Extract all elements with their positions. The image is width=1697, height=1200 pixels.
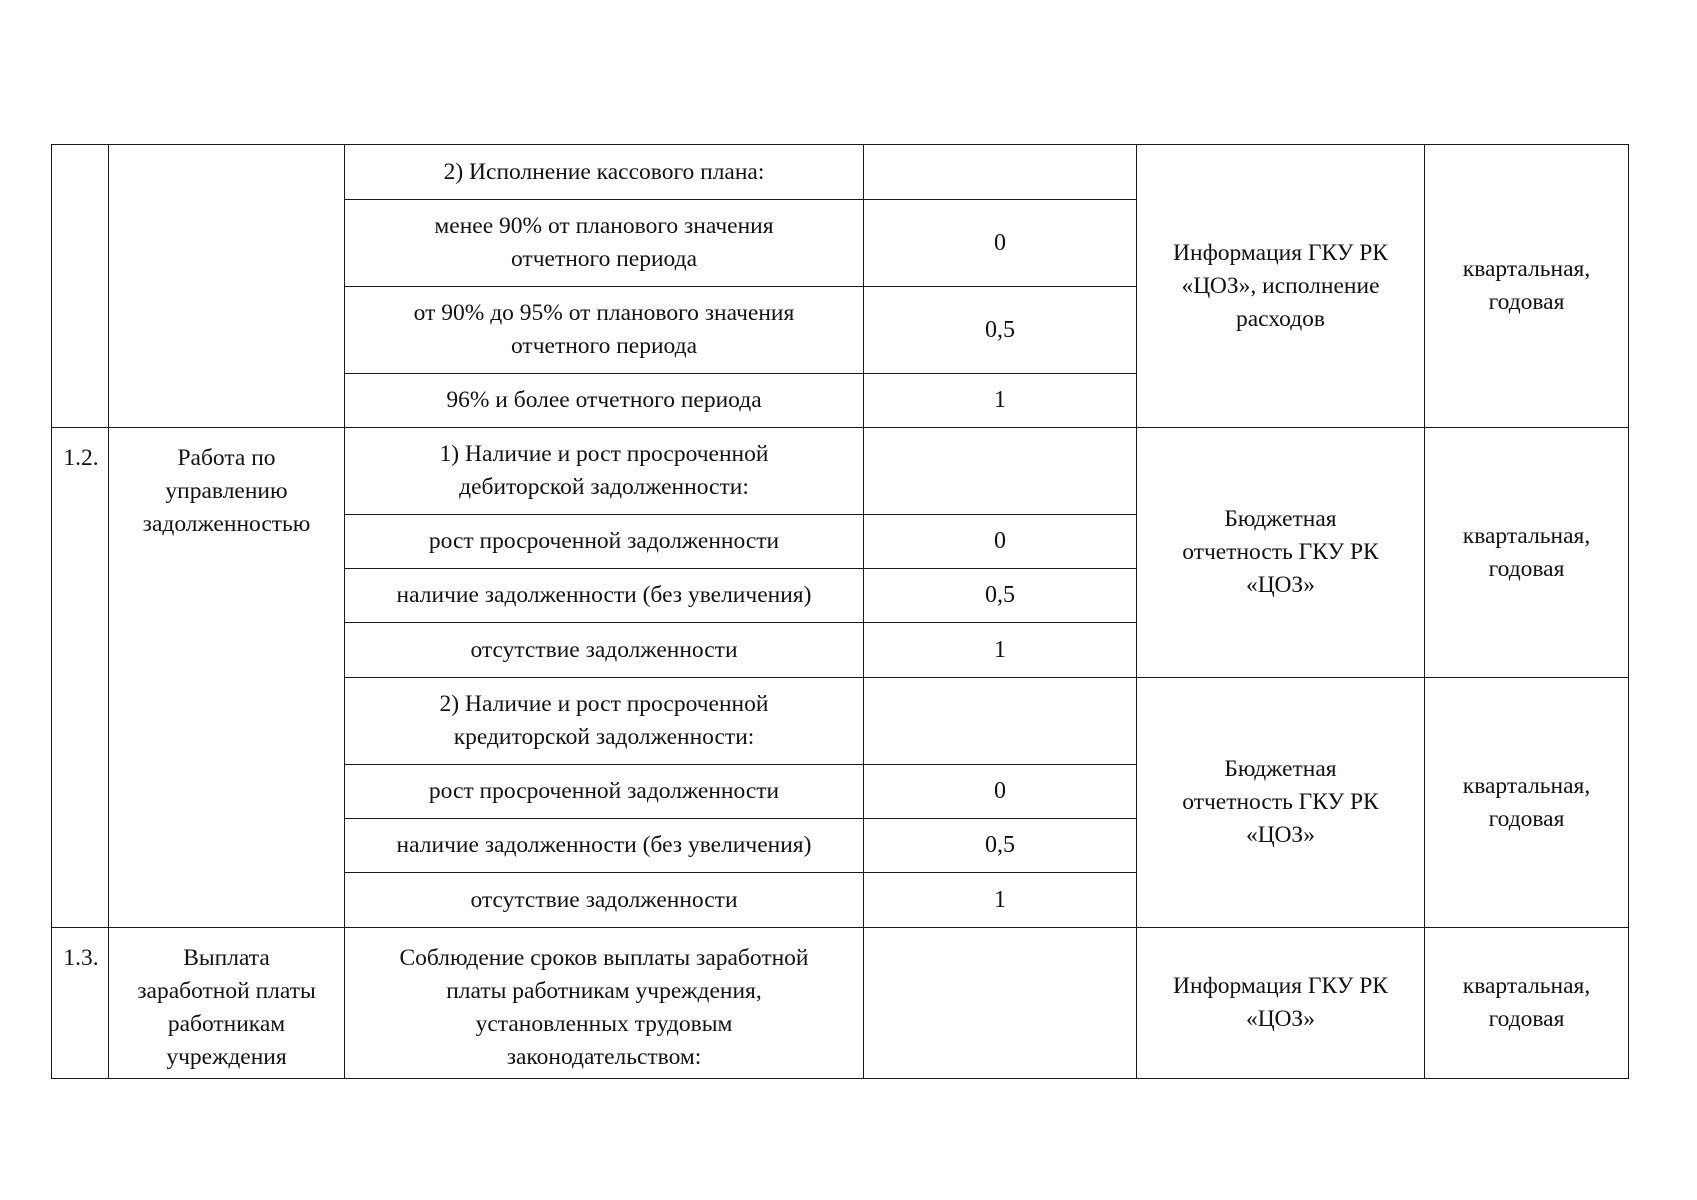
periodicity-cell: квартальная, годовая (1425, 145, 1629, 428)
source-cell: Бюджетная отчетность ГКУ РК «ЦОЗ» (1137, 678, 1425, 928)
item-name-cell (109, 145, 345, 428)
criterion-cell: отсутствие задолженности (345, 623, 864, 678)
criterion-cell: рост просроченной задолженности (345, 765, 864, 819)
table-row (52, 428, 1629, 515)
score-cell: 0,5 (864, 569, 1137, 623)
score-cell (864, 928, 1137, 1079)
source-cell: Бюджетная отчетность ГКУ РК «ЦОЗ» (1137, 428, 1425, 678)
source-cell: Информация ГКУ РК «ЦОЗ» (1137, 928, 1425, 1079)
criterion-cell: наличие задолженности (без увеличения) (345, 819, 864, 873)
criterion-cell: рост просроченной задолженности (345, 515, 864, 569)
criteria-table (51, 144, 1629, 1079)
criterion-cell: менее 90% от планового значения отчетного периода (345, 200, 864, 287)
score-cell: 1 (864, 873, 1137, 928)
criterion-cell: 96% и более отчетного периода (345, 374, 864, 428)
item-name-cell: Работа по управлению задолженностью (109, 428, 345, 928)
table-row (52, 928, 1629, 1079)
item-number-cell: 1.3. (52, 928, 109, 1079)
table-row (52, 145, 1629, 200)
score-cell (864, 678, 1137, 765)
criterion-cell: 2) Наличие и рост просроченной кредиторской задолженности: (345, 678, 864, 765)
score-cell: 0 (864, 765, 1137, 819)
score-cell: 1 (864, 623, 1137, 678)
criterion-cell: отсутствие задолженности (345, 873, 864, 928)
score-cell: 1 (864, 374, 1137, 428)
item-number-cell: 1.2. (52, 428, 109, 928)
periodicity-cell: квартальная, годовая (1425, 678, 1629, 928)
score-cell (864, 145, 1137, 200)
periodicity-cell: квартальная, годовая (1425, 428, 1629, 678)
criterion-cell: наличие задолженности (без увеличения) (345, 569, 864, 623)
criterion-cell: 1) Наличие и рост просроченной дебиторской задолженности: (345, 428, 864, 515)
score-cell: 0,5 (864, 819, 1137, 873)
score-cell: 0,5 (864, 287, 1137, 374)
criterion-cell: 2) Исполнение кассового плана: (345, 145, 864, 200)
criterion-cell: от 90% до 95% от планового значения отчетного периода (345, 287, 864, 374)
periodicity-cell: квартальная, годовая (1425, 928, 1629, 1079)
score-cell: 0 (864, 515, 1137, 569)
source-cell: Информация ГКУ РК «ЦОЗ», исполнение расходов (1137, 145, 1425, 428)
score-cell: 0 (864, 200, 1137, 287)
criterion-cell: Соблюдение сроков выплаты заработной платы работникам учреждения, установленных трудовым законодательством: (345, 928, 864, 1079)
item-number-cell (52, 145, 109, 428)
item-name-cell: Выплата заработной платы работникам учреждения (109, 928, 345, 1079)
score-cell (864, 428, 1137, 515)
